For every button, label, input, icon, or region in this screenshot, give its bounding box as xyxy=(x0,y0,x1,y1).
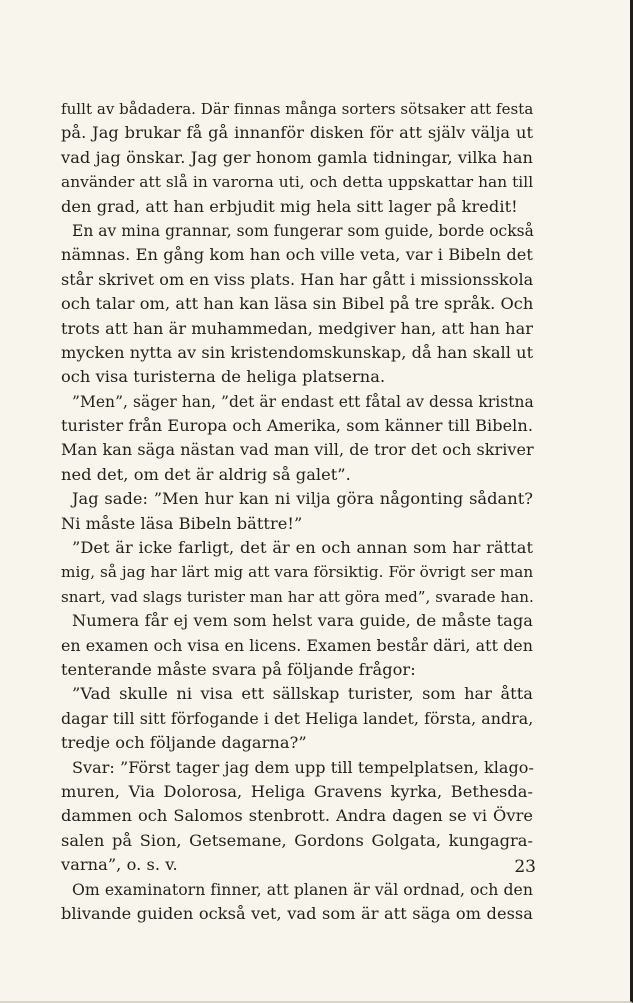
text-line: En av mina grannar, som fungerar som guide, borde också xyxy=(72,221,534,240)
text-line: står skrivet om en viss plats. Han har gått i missionsskola xyxy=(61,269,534,289)
text-line: dammen och Salomos stenbrott. Andra dagen se vi Övre xyxy=(61,806,533,826)
text-line: tredje och följande dagarna?” xyxy=(61,733,307,753)
text-line: trots att han är muhammedan, medgiver han, att han har xyxy=(61,318,533,338)
text-line: mycken nytta av sin kristendomskunskap, då han skall ut xyxy=(61,342,534,362)
text-line: och talar om, att han kan läsa sin Bibel på tre språk. Och xyxy=(61,294,534,314)
text-line: mig, så jag har lärt mig att vara försiktig. För övrigt ser man xyxy=(61,563,534,582)
text-line: Jag sade: ”Men hur kan ni vilja göra någonting sådant? xyxy=(72,489,533,509)
text-line: Ni måste läsa Bibeln bättre!” xyxy=(61,513,303,533)
text-line: Numera får ej vem som helst vara guide, de måste taga xyxy=(72,611,533,631)
text-line: och visa turisterna de heliga platserna. xyxy=(61,367,386,387)
text-line: fullt av bådadera. Där finnas många sorters sötsaker att festa xyxy=(61,100,534,118)
text-line: ”Men”, säger han, ”det är endast ett fåtal av dessa kristna xyxy=(72,392,534,411)
text-line: en examen och visa en licens. Examen består däri, att den xyxy=(61,635,533,655)
text-line: Om examinatorn finner, att planen är väl ordnad, och den xyxy=(72,879,533,899)
text-line: Man kan säga nästan vad man vill, de tror det och skriver xyxy=(61,440,534,460)
text-line: den grad, att han erbjudit mig hela sitt lager på kredit! xyxy=(61,196,518,216)
body-text xyxy=(61,97,533,926)
text-line: nämnas. En gång kom han och ville veta, var i Bibeln det xyxy=(61,245,533,265)
text-line: tenterande måste svara på följande frågor: xyxy=(61,659,416,679)
text-line: ”Vad skulle ni visa ett sällskap turister, som har åtta xyxy=(72,684,533,704)
text-line: ned det, om det är aldrig så galet”. xyxy=(61,464,351,484)
text-line: muren, Via Dolorosa, Heliga Gravens kyrka, Bethesda- xyxy=(61,781,533,801)
text-line: vad jag önskar. Jag ger honom gamla tidningar, vilka han xyxy=(61,147,533,167)
text-line: på. Jag brukar få gå innanför disken för att själv välja ut xyxy=(61,123,533,143)
text-line: använder att slå in varorna uti, och detta uppskattar han till xyxy=(61,173,534,192)
text-line: varna”, o. s. v. xyxy=(61,855,178,875)
page-number: 23 xyxy=(514,857,536,877)
text-line: Svar: ”Först tager jag dem upp till tempelplatsen, klago- xyxy=(72,757,534,777)
text-line: turister från Europa och Amerika, som känner till Bibeln. xyxy=(61,416,533,436)
text-line: salen på Sion, Getsemane, Gordons Golgata, kungagra- xyxy=(61,830,533,850)
text-line: ”Det är icke farligt, det är en och annan som har rättat xyxy=(72,538,533,558)
text-line: blivande guiden också vet, vad som är att säga om dessa xyxy=(61,903,533,923)
text-line: snart, vad slags turister man har att göra med”, svarade han. xyxy=(61,587,534,606)
text-line: dagar till sitt förfogande i det Heliga landet, första, andra, xyxy=(61,708,534,728)
